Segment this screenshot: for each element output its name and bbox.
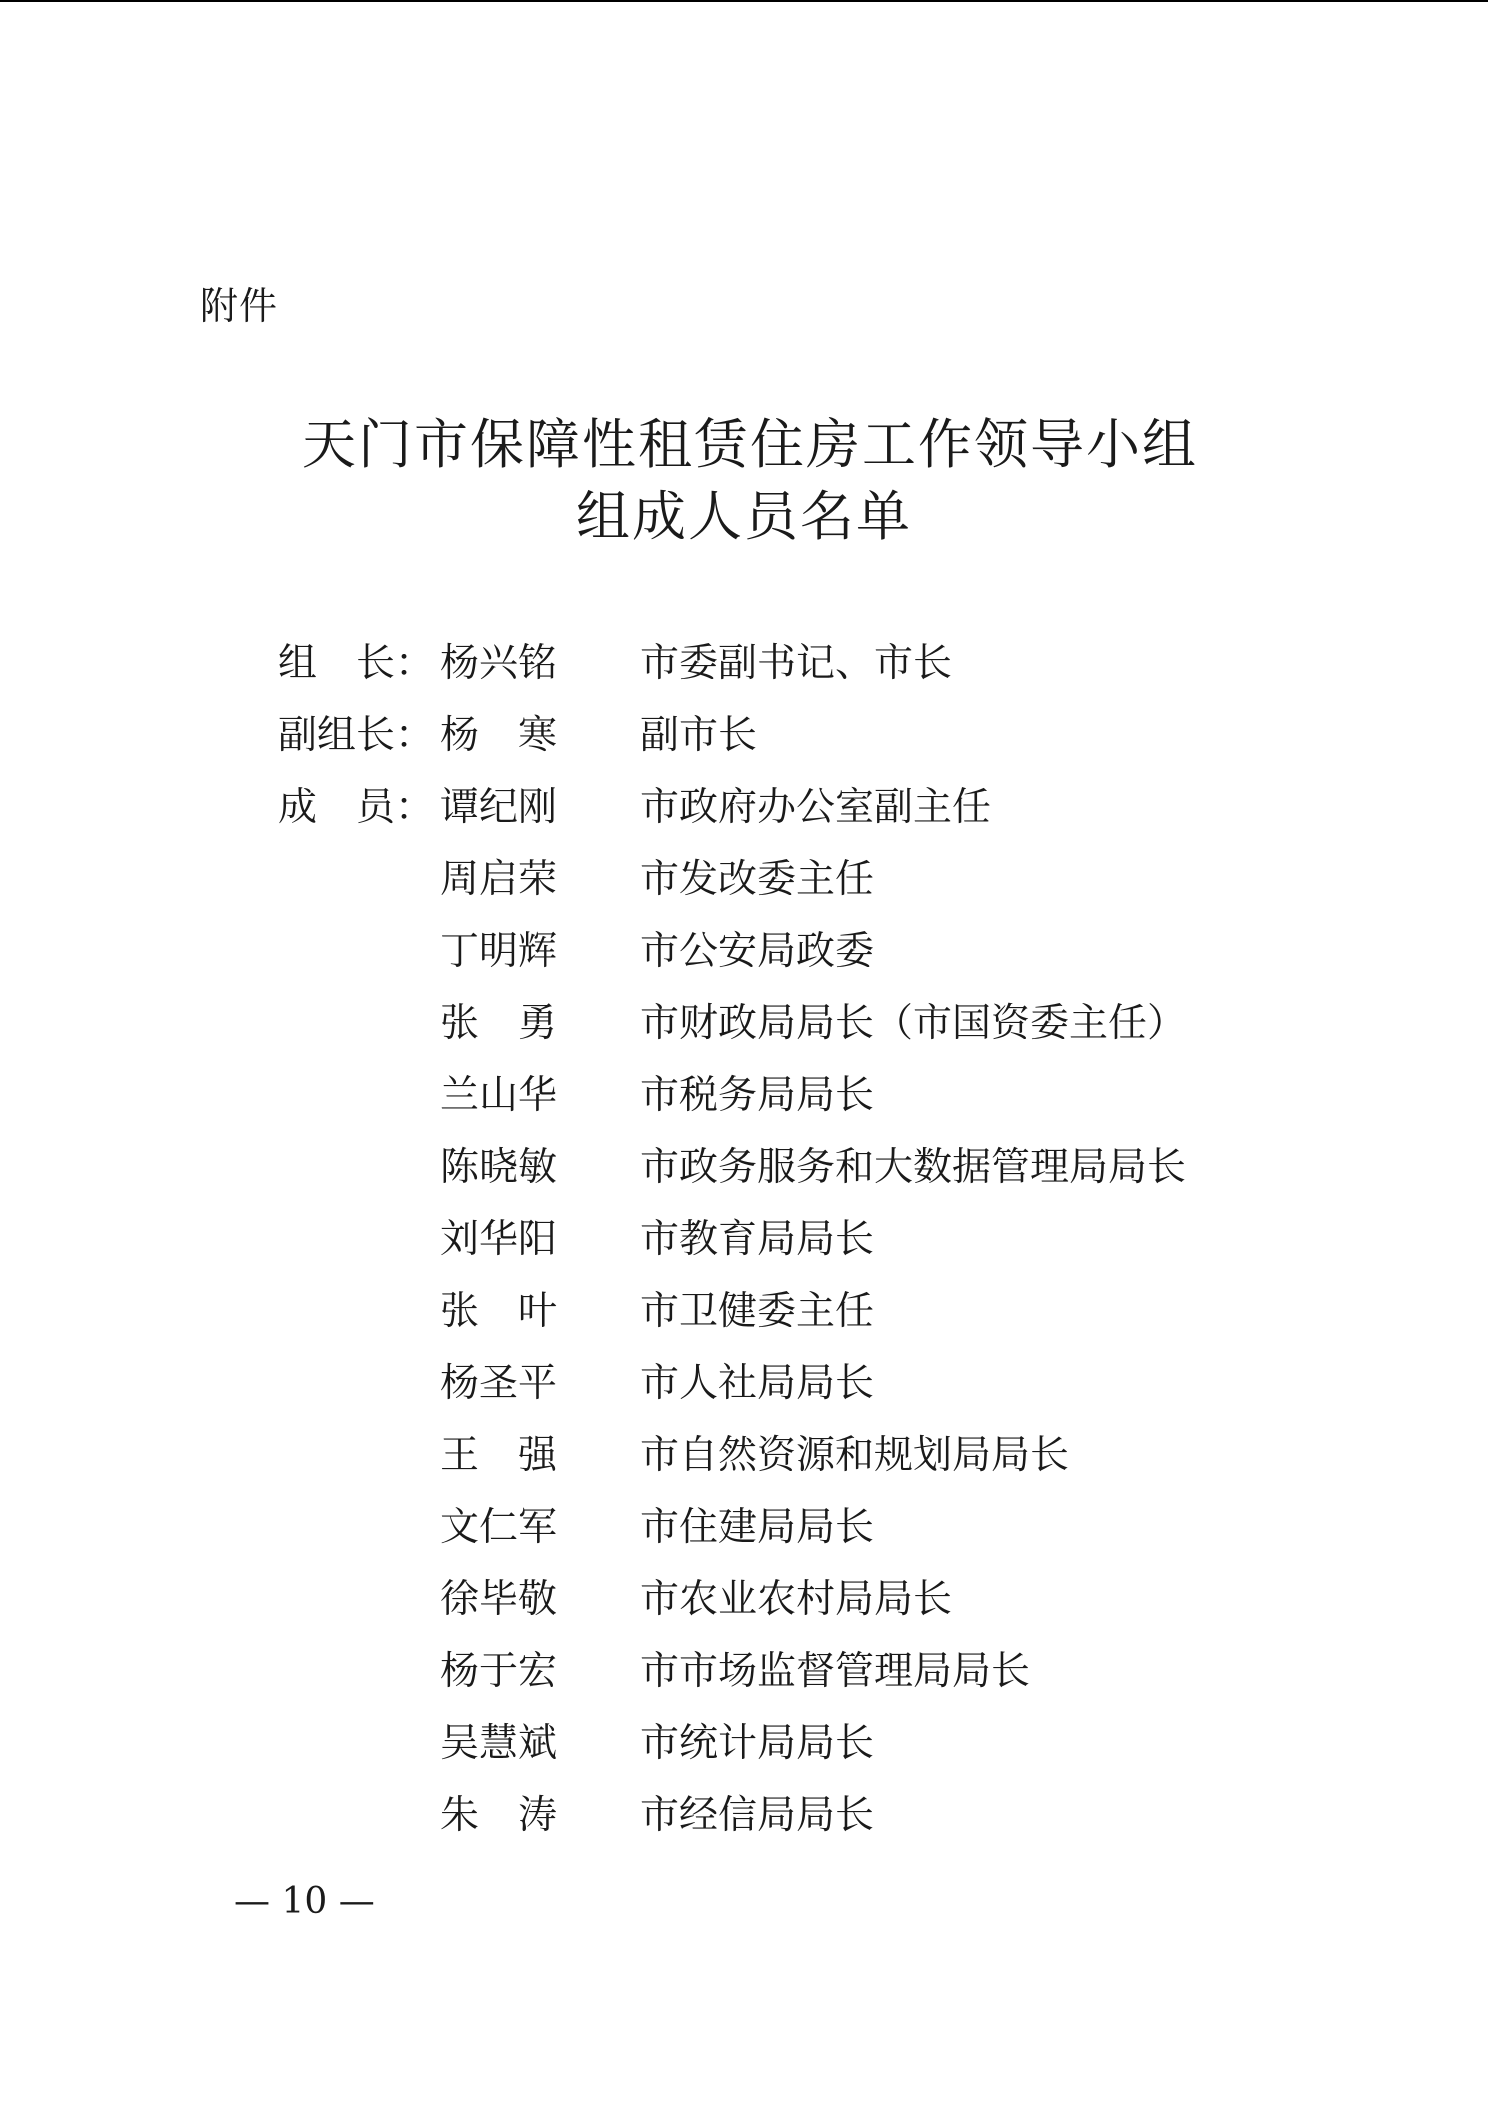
member-title: 市政府办公室副主任	[640, 785, 992, 830]
member-title: 市自然资源和规划局局长	[640, 1433, 1070, 1478]
member-title: 副市长	[640, 713, 758, 758]
member-title: 市发改委主任	[640, 857, 875, 902]
page-number: — 10 —	[234, 1881, 375, 1922]
member-role: 成 员：	[278, 785, 435, 830]
member-name: 丁明辉	[440, 929, 558, 974]
member-title: 市教育局局长	[640, 1217, 875, 1262]
page-top-border	[0, 0, 1488, 2]
member-name: 周启荣	[440, 857, 558, 902]
member-name: 张 勇	[440, 1001, 558, 1046]
member-title: 市人社局局长	[640, 1361, 875, 1406]
member-title: 市财政局局长（市国资委主任）	[640, 1001, 1187, 1046]
member-name: 刘华阳	[440, 1217, 558, 1262]
member-name: 张 叶	[440, 1289, 558, 1334]
document-title-line-2: 组成人员名单	[576, 485, 912, 548]
document-title-line-1: 天门市保障性租赁住房工作领导小组	[302, 413, 1198, 476]
member-role: 副组长：	[278, 713, 435, 758]
member-title: 市公安局政委	[640, 929, 875, 974]
member-name: 朱 涛	[440, 1793, 558, 1838]
member-name: 徐毕敬	[440, 1577, 558, 1622]
member-title: 市住建局局长	[640, 1505, 875, 1550]
member-title: 市卫健委主任	[640, 1289, 875, 1334]
member-title: 市市场监督管理局局长	[640, 1649, 1031, 1694]
member-role: 组 长：	[278, 641, 435, 686]
member-name: 兰山华	[440, 1073, 558, 1118]
member-name: 陈晓敏	[440, 1145, 558, 1190]
member-name: 杨圣平	[440, 1361, 558, 1406]
member-name: 杨 寒	[440, 713, 558, 758]
member-title: 市政务服务和大数据管理局局长	[640, 1145, 1187, 1190]
member-title: 市委副书记、市长	[640, 641, 953, 686]
member-name: 谭纪刚	[440, 785, 558, 830]
member-name: 吴慧斌	[440, 1721, 558, 1766]
member-title: 市统计局局长	[640, 1721, 875, 1766]
member-name: 王 强	[440, 1433, 558, 1478]
member-name: 杨于宏	[440, 1649, 558, 1694]
member-title: 市农业农村局局长	[640, 1577, 953, 1622]
member-name: 杨兴铭	[440, 641, 558, 686]
attachment-label: 附件	[200, 284, 279, 328]
member-title: 市经信局局长	[640, 1793, 875, 1838]
member-title: 市税务局局长	[640, 1073, 875, 1118]
member-name: 文仁军	[440, 1505, 558, 1550]
